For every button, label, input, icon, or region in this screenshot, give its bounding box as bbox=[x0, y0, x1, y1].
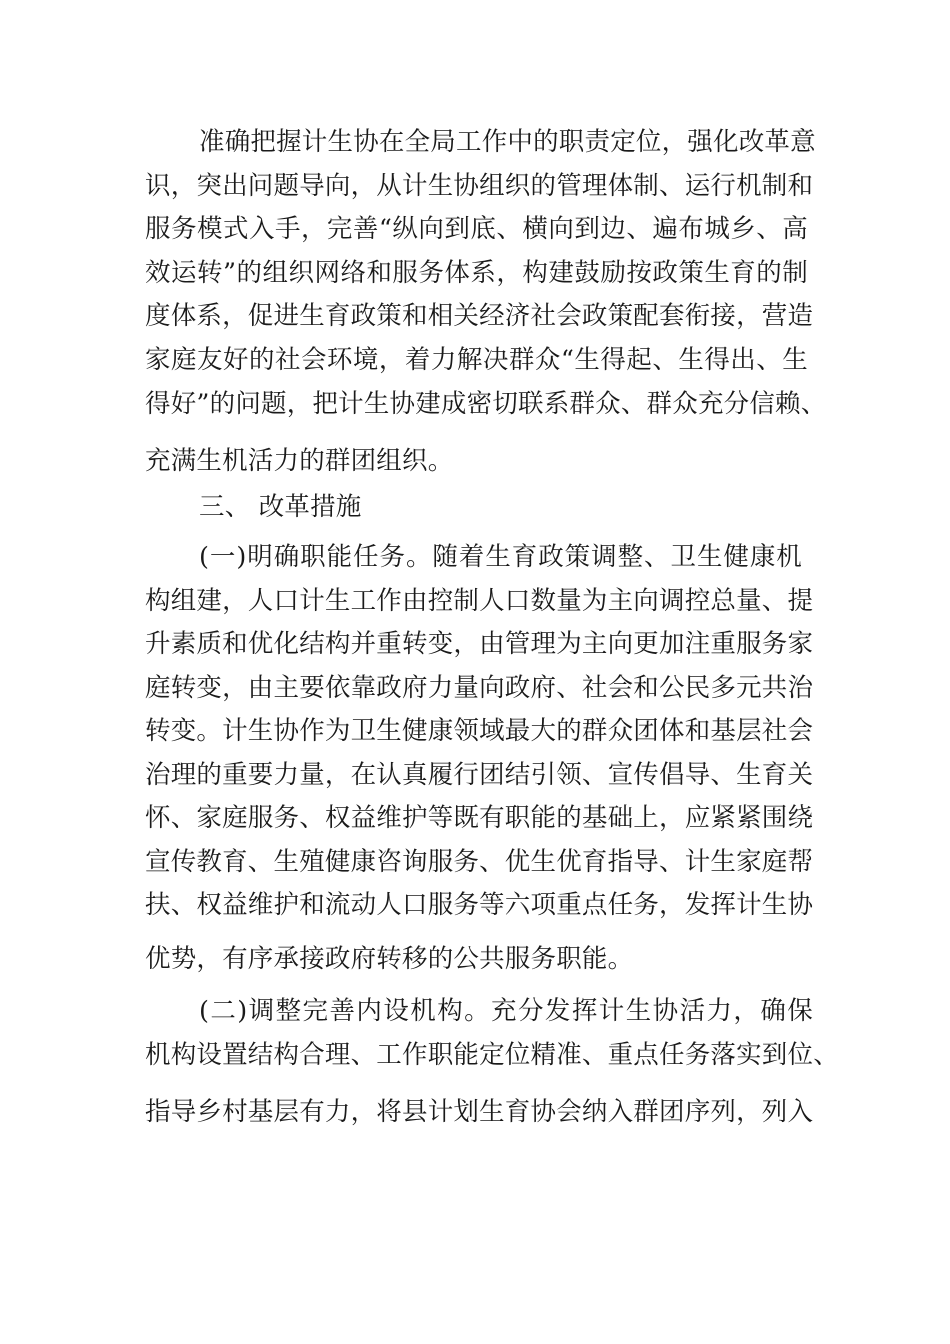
paragraph-line: (一)明确职能任务。随着生育政策调整、卫生健康机 bbox=[199, 542, 802, 572]
paragraph-line: 治理的重要力量，在认真履行团结引领、宣传倡导、生育关 bbox=[145, 760, 814, 790]
paragraph-line: 怀、家庭服务、权益维护等既有职能的基础上，应紧紧围绕 bbox=[145, 803, 814, 833]
paragraph-line: 识，突出问题导向，从计生协组织的管理体制、运行机制和 bbox=[145, 171, 814, 201]
paragraph-line: 度体系，促进生育政策和相关经济社会政策配套衔接，营造 bbox=[145, 301, 814, 331]
paragraph-line: 转变。计生协作为卫生健康领域最大的群众团体和基层社会 bbox=[145, 716, 814, 746]
paragraph-line: 机构设置结构合理、工作职能定位精准、重点任务落实到位、 bbox=[145, 1040, 839, 1070]
paragraph-line: 扶、权益维护和流动人口服务等六项重点任务，发挥计生协 bbox=[145, 890, 814, 920]
paragraph-line: 优势，有序承接政府转移的公共服务职能。 bbox=[145, 944, 634, 974]
paragraph-line: 升素质和优化结构并重转变，由管理为主向更加注重服务家 bbox=[145, 629, 814, 659]
paragraph-line: 得好”的问题，把计生协建成密切联系群众、群众充分信赖、 bbox=[145, 389, 827, 419]
paragraph-line: 服务模式入手，完善“纵向到底、横向到边、遍布城乡、高 bbox=[145, 214, 808, 244]
paragraph-line: (二)调整完善内设机构。充分发挥计生协活力，确保 bbox=[199, 996, 813, 1026]
paragraph-line: 庭转变，由主要依靠政府力量向政府、社会和公民多元共治 bbox=[145, 673, 814, 703]
section-heading: 三、 改革措施 bbox=[199, 492, 362, 522]
paragraph-line: 效运转”的组织网络和服务体系，构建鼓励按政策生育的制 bbox=[145, 258, 808, 288]
paragraph-line: 家庭友好的社会环境，着力解决群众“生得起、生得出、生 bbox=[145, 345, 808, 375]
paragraph-line: 指导乡村基层有力，将县计划生育协会纳入群团序列，列入 bbox=[145, 1097, 814, 1127]
paragraph-line: 充满生机活力的群团组织。 bbox=[145, 446, 454, 476]
paragraph-line: 宣传教育、生殖健康咨询服务、优生优育指导、计生家庭帮 bbox=[145, 847, 814, 877]
paragraph-line: 构组建，人口计生工作由控制人口数量为主向调控总量、提 bbox=[145, 586, 814, 616]
paragraph-line: 准确把握计生协在全局工作中的职责定位，强化改革意 bbox=[199, 127, 816, 157]
